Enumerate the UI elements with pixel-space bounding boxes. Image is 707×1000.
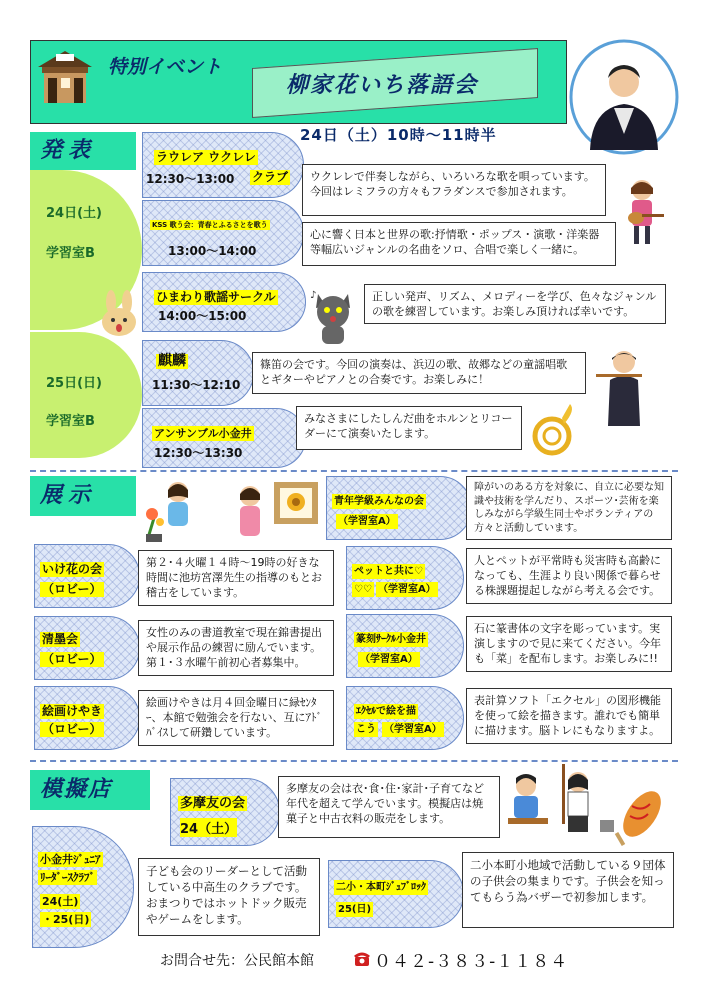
group-description: 正しい発声、リズム、メロディーを学び、色々なジャンルの歌を練習しています。お楽しみ頂ければ幸いです。 [364, 284, 666, 324]
performer-portrait [568, 38, 680, 156]
group-description: 篠笛の会です。今回の演奏は、浜辺の歌、故郷などの童謡唱歌とギターやピアノとの合奏です。お楽しみに！ [252, 352, 586, 394]
day2-panel [30, 332, 142, 458]
group-date-2: ・25(日) [42, 913, 90, 926]
group-place: （学習室A） [360, 654, 418, 665]
group-name: 絵画けやき [42, 704, 103, 718]
section-title-mogiten: 模擬店 [30, 770, 150, 810]
group-description: みなさまにしたしんだ曲をホルンとリコーダーにて演奏いたします。 [296, 406, 522, 450]
group-name-2: こう [356, 724, 376, 735]
group-place: （ロビー） [42, 652, 102, 666]
group-name: KSS 歌う会：青春とふるさとを歌う [152, 221, 268, 229]
day2-date: 25日(日) [46, 376, 102, 391]
section-divider [30, 470, 678, 472]
group-date: 24(土) [42, 895, 79, 908]
group-name: 二小・本町ｼﾞｭﾌﾞﾛｯｸ [336, 882, 426, 893]
group-description: 絵画けやきは月４回金曜日に緑ｾﾝﾀｰ、本館で勉強会を行ない、互にｱﾄﾞﾊﾞｲｽして研鑽しています。 [138, 690, 334, 746]
group-description: 石に篆書体の文字を彫っています。実演しますので見に来てください。今年も「菜」を配布します。お楽しみに!! [466, 616, 672, 672]
group-description: 二小本町小地域で活動している９団体の子供会の集まりです。子供会を知ってもらう為バザーで初参加します。 [462, 852, 674, 928]
tenji-item-seibokukai [34, 616, 140, 680]
group-name: ペットと共に♡ [354, 566, 423, 577]
day2-room: 学習室B [46, 414, 95, 429]
group-name: 小金井ｼﾞｭﾆｱ [40, 853, 101, 866]
contact-label: お問合せ先：公民館本館 [160, 953, 314, 969]
group-description: 多摩友の会は衣･食･住･家計･子育てなど年代を超えて学んでいます。模擬店は焼菓子と中古衣料の販売をします。 [278, 776, 500, 838]
mogiten-item-junior [32, 826, 134, 948]
event-tag: 特別イベント [108, 56, 223, 78]
flute-player-icon [596, 346, 652, 428]
group-name-2: ﾘｰﾀﾞｰｽｸﾗﾌﾞ [40, 871, 95, 884]
group-name-2: クラブ [252, 170, 289, 184]
ikebana-girl-icon [140, 478, 206, 544]
group-name: ラウレア ウクレレ [156, 150, 256, 164]
calligraphy-kids-icon [502, 764, 618, 836]
group-date: 25(日) [338, 904, 372, 915]
group-name: アンサンブル小金井 [154, 427, 252, 440]
svg-text:♪: ♪ [310, 290, 317, 301]
group-name: 篆刻ｻｰｸﾙ小金井 [356, 634, 426, 645]
day1-date: 24日(土) [46, 206, 102, 221]
group-description: 表計算ソフト「エクセル」の図形機能を使って絵を描きます。誰れでも簡単に描けます。脳トレにもなりますよ。 [466, 688, 672, 744]
corndog-icon [614, 788, 666, 848]
section-title-happyou: 発表 [30, 132, 136, 170]
group-description: 女性のみの書道教室で現在錦書提出や展示作品の練習に励んでいます。第１･３水曜午前初心者募集中。 [138, 620, 334, 676]
group-name: ｴｸｾﾙで絵を描 [356, 706, 416, 717]
contact-phone: ０４２-３８３-１１８４ [374, 952, 569, 972]
teahouse-icon [34, 45, 96, 107]
group-place: （学習室A） [384, 724, 442, 735]
group-time: 12:30～13:30 [154, 446, 243, 460]
group-description: 第２･４火曜１４時～19時の好きな時間に池坊宮澤先生の指導のもとお稽古をしています。 [138, 550, 334, 606]
group-description: 人とペットが平常時も災害時も高齢になっても、生涯より良い関係で暮らせる株課題提起しながら考える会です。 [466, 548, 672, 604]
painting-viewer-icon [230, 478, 322, 544]
group-name: 清墨会 [42, 632, 79, 646]
happyou-item-ukulele [142, 132, 304, 198]
group-description: 障がいのある方を対象に、自立に必要な知識や技術を学んだり、スポーツ･芸術を楽しみながら学級生同士やボランティアの方々と活動しています。 [466, 476, 672, 540]
group-place: （学習室A） [338, 516, 396, 527]
rabbit-singer-icon [96, 290, 142, 340]
section-title-tenji: 展示 [30, 476, 136, 516]
group-name: ひまわり歌謡サークル [156, 290, 276, 304]
group-time: 14:00～15:00 [158, 309, 247, 323]
group-name: 多摩友の会 [180, 796, 246, 811]
group-place: （ロビー） [42, 722, 102, 736]
section-divider [30, 760, 678, 762]
horn-icon [526, 402, 578, 464]
group-description: ウクレレで伴奏しながら、いろいろな歌を唄っています。今回はレミフラの方々もフラダンスで参加されます。 [302, 164, 606, 216]
group-description: 子ども会のリーダーとして活動している中高生のクラブです。おまつりではホットドック販売やゲームをします。 [138, 858, 320, 936]
day1-room: 学習室B [46, 246, 95, 261]
event-datetime: 24日（土）10時～11時半 [300, 126, 497, 144]
group-name: いけ花の会 [42, 562, 103, 576]
group-place: （学習室A） [378, 584, 436, 595]
group-name: 青年学級みんなの会 [334, 496, 424, 507]
group-place: （ロビー） [42, 582, 102, 596]
ukulele-girl-icon [616, 176, 668, 248]
phone-icon [354, 951, 370, 967]
group-time: 12:30～13:00 [146, 172, 235, 186]
group-time: 13:00～14:00 [168, 244, 257, 258]
happyou-item-kirin [142, 340, 254, 406]
group-description: 心に響く日本と世界の歌:抒情歌・ポップス・演歌・洋楽器等幅広いジャンルの名曲をソロ、合唱で楽しく一緒に。 [302, 222, 616, 266]
cat-singer-icon [308, 286, 358, 348]
group-name: 麒麟 [158, 353, 186, 369]
group-date: 24（土） [180, 818, 237, 837]
event-title: 柳家花いち落語会 [286, 73, 479, 98]
group-time: 11:30～12:10 [152, 378, 241, 392]
group-name-2: ♡♡ [354, 584, 372, 595]
